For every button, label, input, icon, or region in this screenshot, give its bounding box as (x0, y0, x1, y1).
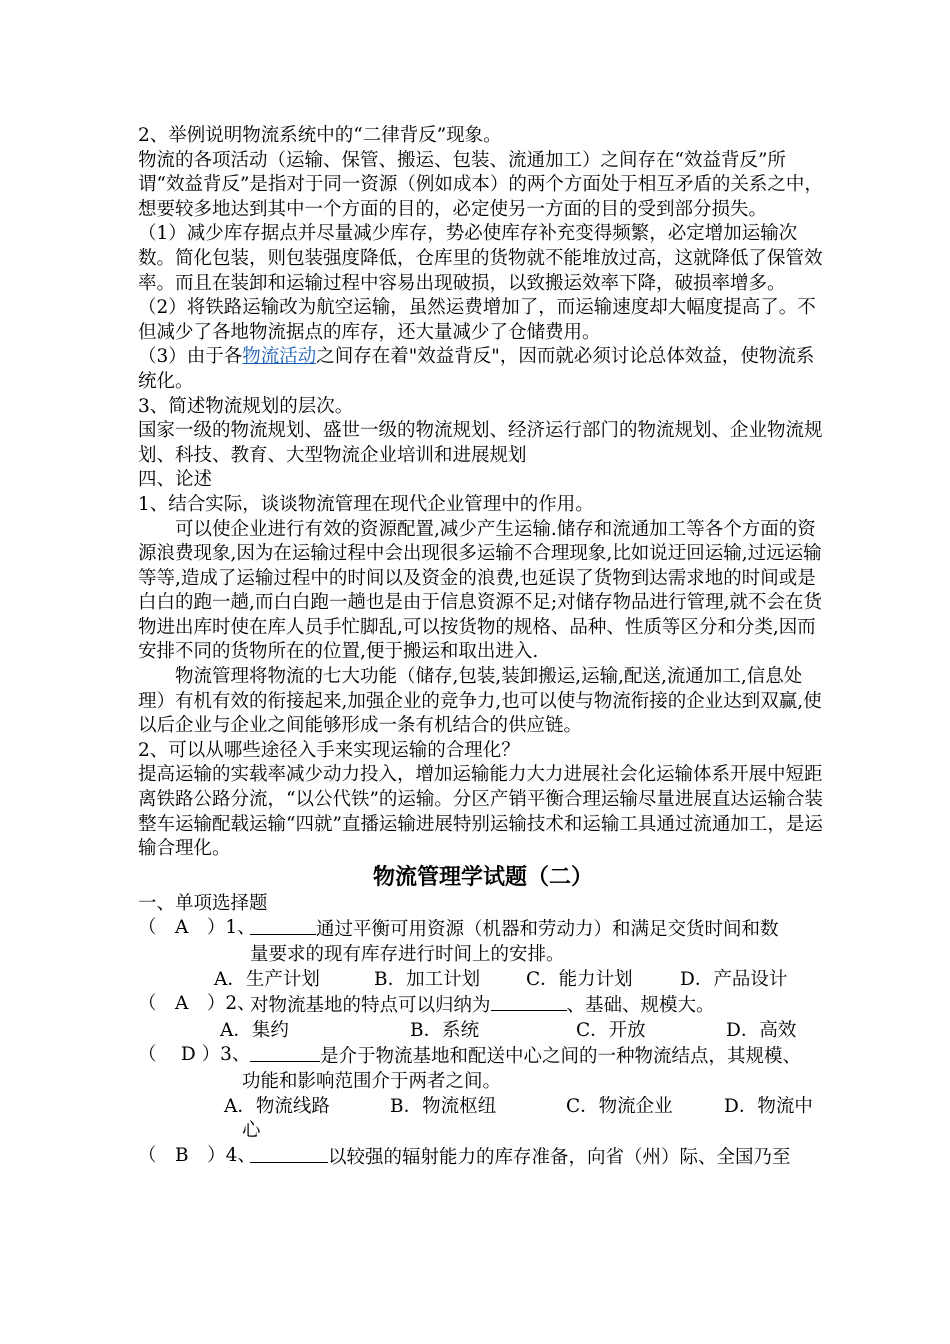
question-1-continuation: 量要求的现有库存进行时间上的安排。 (250, 944, 565, 965)
question-3-option-wrap: 心 (242, 1120, 261, 1142)
question-1-blank (250, 916, 316, 935)
question-4 (138, 1144, 828, 1171)
logistics-activity-link[interactable]: 物流活动 (242, 346, 317, 368)
q2-point-2: （2）将铁路运输改为航空运输，虽然运费增加了，而运输速度却大幅度提高了。不但减少了各地物流据点的库存，还大量减少了仓储费用。 (138, 297, 816, 343)
option-d: D．物流中 (724, 1095, 813, 1117)
part1-heading: 一、单项选择题 (138, 892, 268, 914)
question-2 (138, 992, 828, 1019)
option-b: B．物流枢纽 (390, 1095, 497, 1117)
question-3-continuation: 功能和影响范围介于两者之间。 (242, 1070, 502, 1092)
discussion-1-heading: 1、结合实际，谈谈物流管理在现代企业管理中的作用。 (138, 493, 594, 515)
question-3-text: 是介于物流基地和配送中心之间的一种物流结点，其规模、 (320, 1046, 802, 1068)
question-3-blank (250, 1043, 320, 1062)
question-1-options (138, 968, 828, 993)
q2-heading: 2、举例说明物流系统中的“二律背反”现象。 (138, 125, 502, 146)
option-d: D．高效 (726, 1019, 797, 1041)
question-2-blank (491, 992, 567, 1011)
question-1 (138, 916, 828, 943)
discussion-2-answer: 提高运输的实载率减少动力投入，增加运输能力大力进展社会化运输体系开展中短距离铁路公路分流，“以公代铁”的运输。分区产销平衡合理运输尽量进展直达运输合装整车运输配载运输“四就”直播运输进展特别运输技术和运输工具通过流通加工，是运输合理化。 (138, 764, 823, 860)
discussion-1-paragraph-1: 可以使企业进行有效的资源配置,减少产生运输.储存和流通加工等各个方面的资源浪费现象,因为在运输过程中会出现很多运输不合理现象,比如说迂回运输,过远运输等等,造成了运输过程中的时间以及资金的浪费,也延误了货物到达需求地的时间或是白白的跑一趟,而白白跑一趟也是由于信息资源不足;对储存物品进行管理,就不会在货物进出库时使在库人员手忙脚乱,可以按货物的规格、品种、性质等区分和分类,因而安排不同的货物所在的位置,便于搬运和取出进入. (138, 518, 822, 663)
q2-point-3 (138, 345, 828, 394)
q2-point-3-post: 之间存在着"效益背反"，因而就必须讨论总体效益，使物流系统化。 (138, 346, 815, 392)
document-page (138, 124, 828, 1170)
question-4-answer: （ B ）4、 (138, 1144, 256, 1166)
q2-point-1: （1）减少库存据点并尽量减少库存，势必使库存补充变得频繁，必定增加运输次数。简化包装，则包装强度降低，仓库里的货物就不能堆放过高，这就降低了保管效率。而且在装卸和运输过程中容易出现破损，以致搬运效率下降，破损率增多。 (138, 223, 823, 294)
discussion-1-paragraph-2: 物流管理将物流的七大功能（储存,包装,装卸搬运,运输,配送,流通加工,信息处理）有机有效的衔接起来,加强企业的竞争力,也可以使与物流衔接的企业达到双赢,使以后企业与企业之间能够形成一条有机结合的供应链。 (138, 666, 822, 737)
question-1-text: 通过平衡可用资源（机器和劳动力）和满足交货时间和数 (316, 919, 779, 941)
option-b: B．加工计划 (374, 968, 481, 990)
question-3-options (138, 1095, 828, 1120)
discussion-2-heading: 2、可以从哪些途径入手来实现运输的合理化？ (138, 739, 520, 761)
part4-heading: 四、论述 (138, 469, 213, 491)
option-c: C．开放 (576, 1019, 646, 1041)
q3-answer: 国家一级的物流规划、盛世一级的物流规划、经济运行部门的物流规划、企业物流规划、科技、教育、大型物流企业培训和进展规划 (138, 420, 823, 466)
q3-heading: 3、简述物流规划的层次。 (138, 395, 354, 417)
q2-point-3-pre: （3）由于各 (138, 346, 243, 368)
question-1-answer: （ A ）1、 (138, 917, 256, 939)
q2-intro: 物流的各项活动（运输、保管、搬运、包装、流通加工）之间存在“效益背反”所谓“效益背反”是指对于同一资源（例如成本）的两个方面处于相互矛盾的关系之中，想要较多地达到其中一个方面的目的，必定使另一方面的目的受到部分损失。 (138, 149, 823, 220)
option-b: B．系统 (410, 1019, 480, 1041)
option-a: A．集约 (220, 1019, 289, 1041)
question-3-answer: （ D ）3、 (138, 1044, 251, 1066)
question-4-blank (250, 1144, 328, 1163)
option-a: A．物流线路 (224, 1095, 330, 1117)
exam-title: 物流管理学试题（二） (372, 863, 593, 890)
question-3 (138, 1043, 828, 1070)
option-a: A．生产计划 (214, 968, 320, 990)
question-2-text-before: 对物流基地的特点可以归纳为 (250, 995, 491, 1017)
option-c: C．物流企业 (566, 1095, 673, 1117)
question-4-text: 以较强的辐射能力的库存准备，向省（州）际、全国乃至 (328, 1146, 791, 1168)
question-2-answer: （ A ）2、 (138, 993, 256, 1015)
question-2-text-after: 、基础、规模大。 (566, 995, 715, 1017)
question-2-options (138, 1019, 828, 1044)
option-c: C．能力计划 (526, 968, 633, 990)
option-d: D．产品设计 (680, 968, 788, 990)
